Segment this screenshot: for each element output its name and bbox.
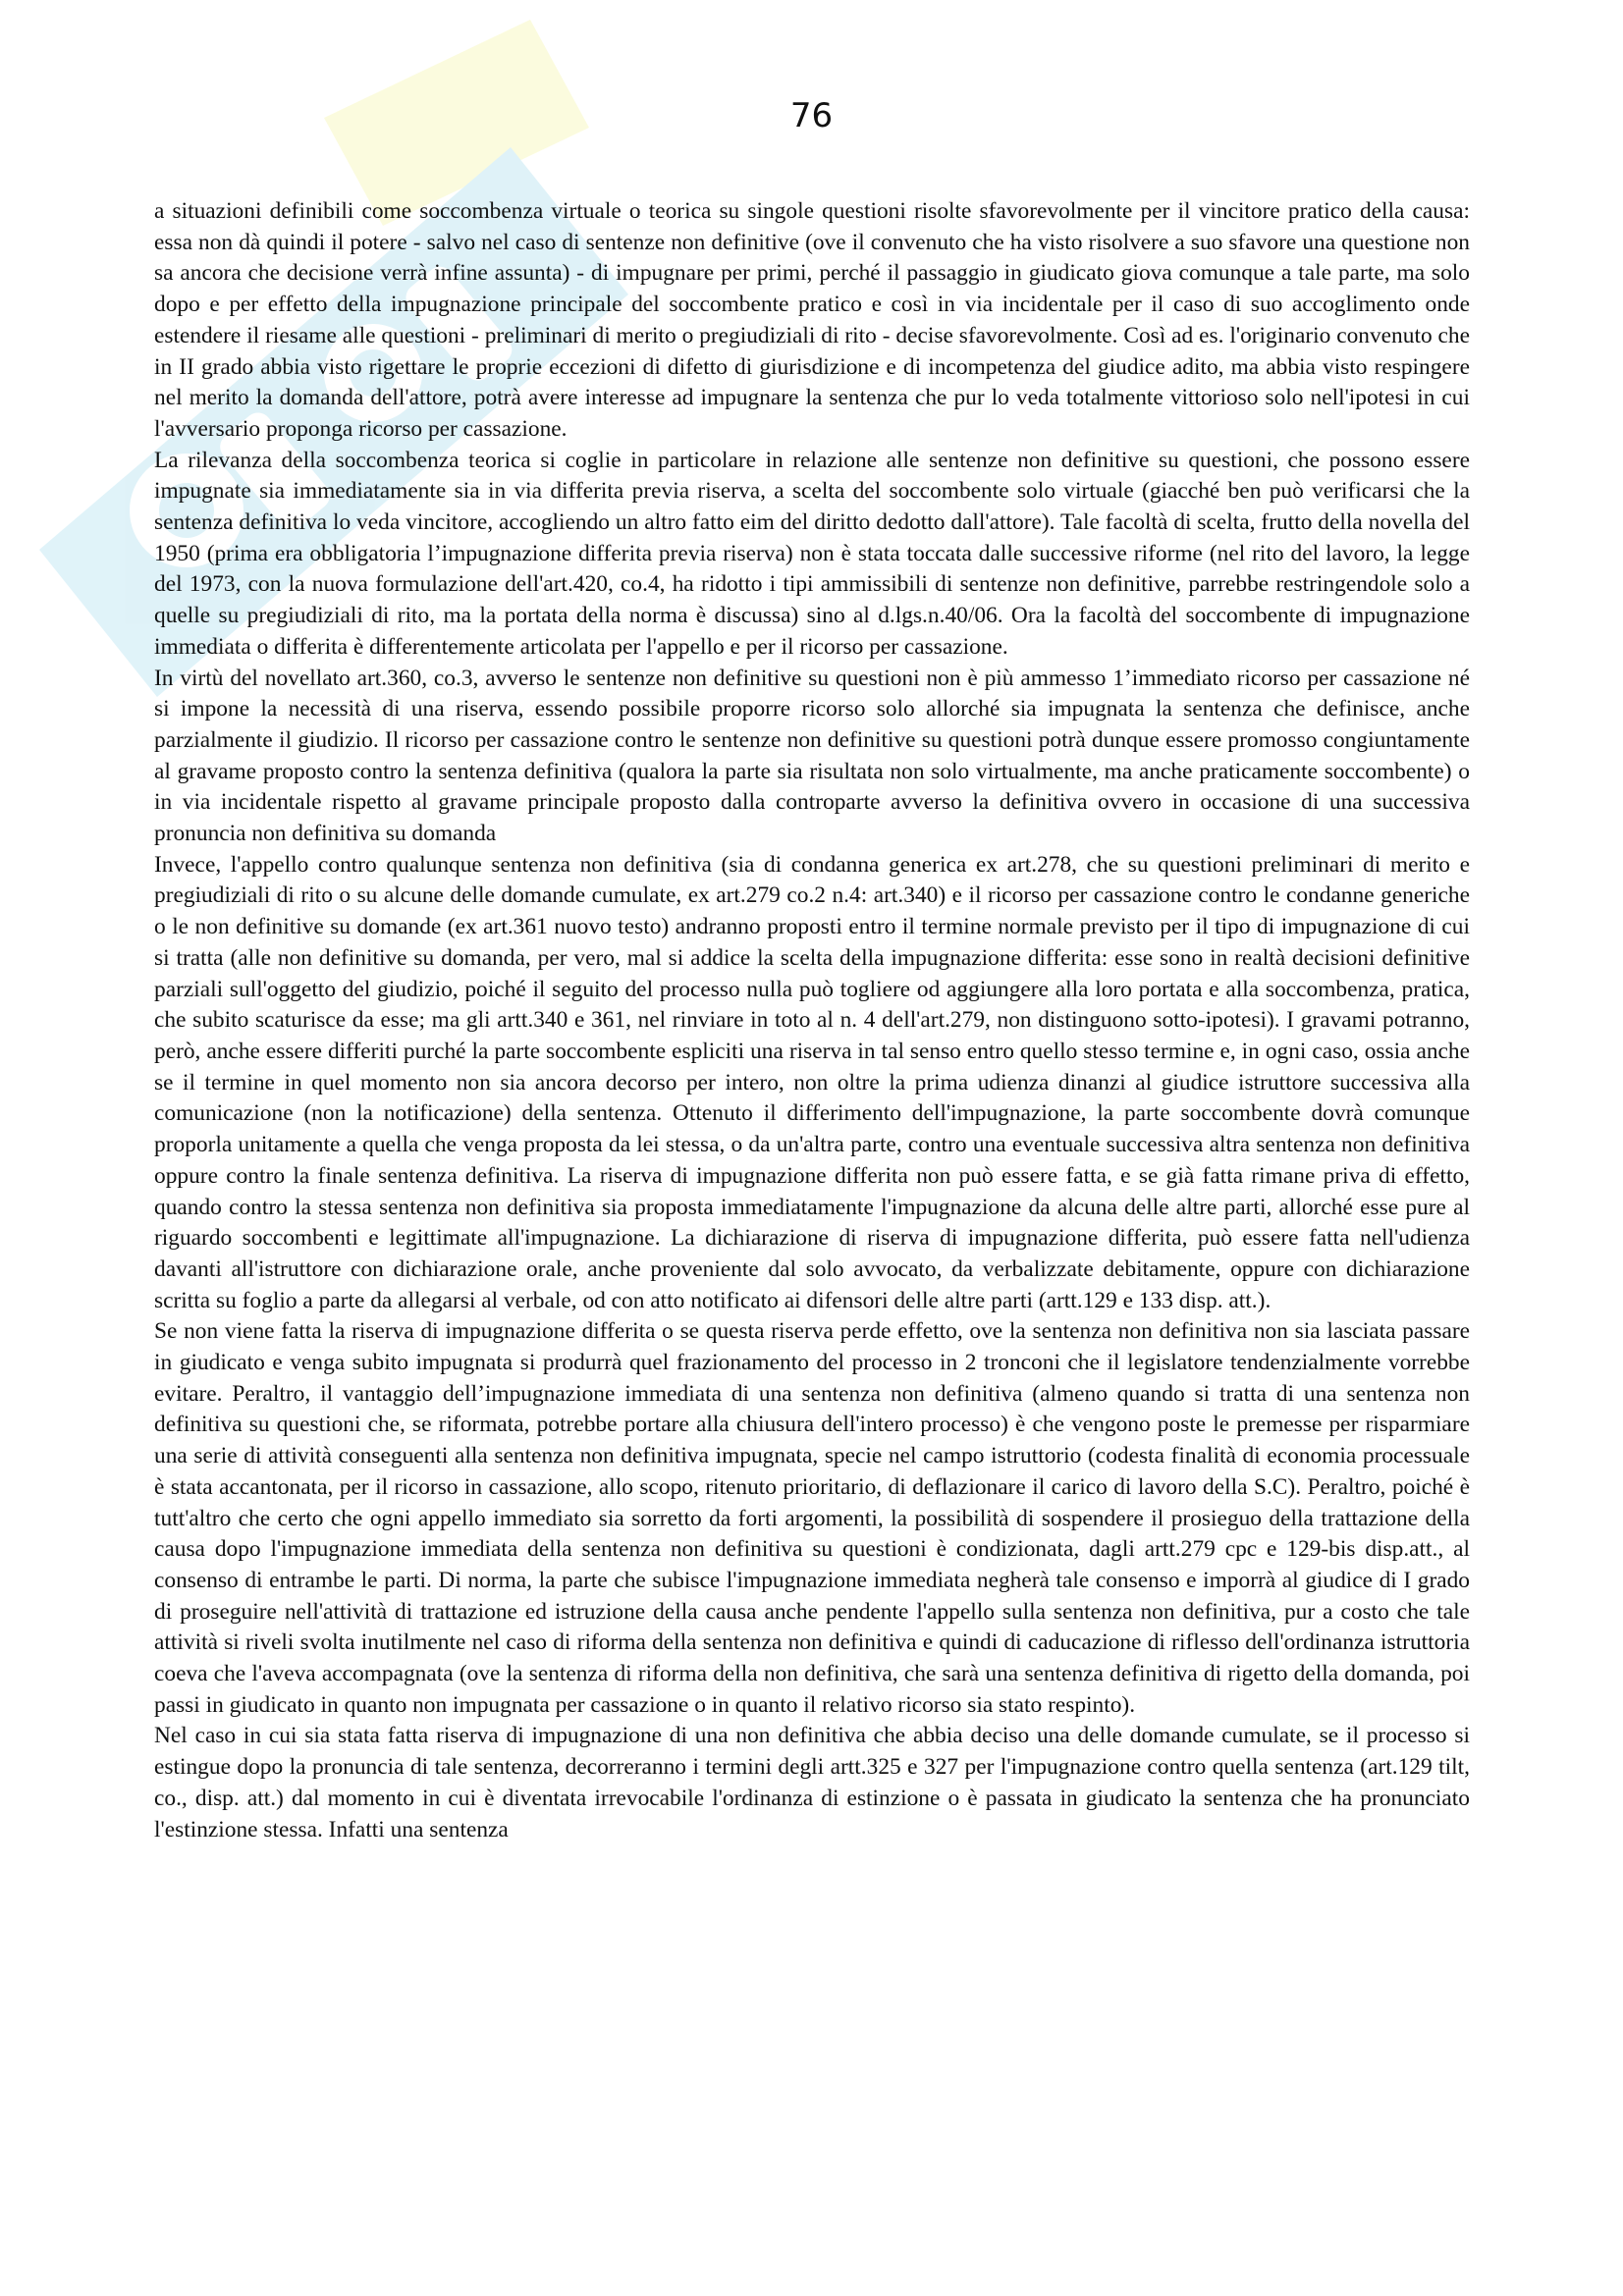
paragraph-2: La rilevanza della soccombenza teorica si coglie in particolare in relazione alle sentenze non definitive su questioni, che possono essere impugnate sia immediatamente sia in via differita previa riserva, a scelta del soccombente solo virtuale (giacché ben può verificarsi che la sentenza definitiva lo veda vincitore, accogliendo un altro fatto eim del diritto dedotto dall'attore). Tale facoltà di scelta, frutto della novella del 1950 (prima era obbligatoria l’impugnazione differita previa riserva) non è stata toccata dalle successive riforme (nel rito del lavoro, la legge del 1973, con la nuova formulazione dell'art.420, co.4, ha ridotto i tipi ammissibili di sentenze non definitive, parrebbe restringendole solo a quelle su pregiudiziali di rito, ma la portata della norma è discussa) sino al d.lgs.n.40/06. Ora la facoltà del soccombente di impugnazione immediata o differita è differentemente articolata per l'appello e per il ricorso per cassazione. — [154, 447, 1470, 660]
paragraph-5: Se non viene fatta la riserva di impugnazione differita o se questa riserva perde effetto, ove la sentenza non definitiva non sia lasciata passare in giudicato e venga subito impugnata si produrrà quel frazionamento del processo in 2 tronconi che il legislatore tendenzialmente vorrebbe evitare. Peraltro, il vantaggio dell’impugnazione immediata di una sentenza non definitiva (almeno quando si tratta di una sentenza non definitiva su questioni che, se riformata, potrebbe portare alla chiusura dell'intero processo) è che vengono poste le premesse per risparmiare una serie di attività conseguenti alla sentenza non definitiva impugnata, specie nel campo istruttorio (codesta finalità di economia processuale è stata accantonata, per il ricorso in cassazione, allo scopo, ritenuto prioritario, di deflazionare il carico di lavoro della S.C). Peraltro, poiché è tutt'altro che certo che ogni appello immediato sia sorretto da forti argomenti, la possibilità di sospendere il prosieguo della trattazione della causa dopo l'impugnazione immediata della sentenza non definitiva su questioni è condizionata, dagli artt.279 cpc e 129-bis disp.att., al consenso di entrambe le parti. Di norma, la parte che subisce l'impugnazione immediata negherà tale consenso e imporrà al giudice di I grado di proseguire nell'attività di trattazione ed istruzione della causa anche pendente l'appello sulla sentenza non definitiva, pur a costo che tale attività si riveli svolta inutilmente nel caso di riforma della sentenza non definitiva e quindi di caducazione di riflesso dell'ordinanza istruttoria coeva che l'aveva accompagnata (ove la sentenza di riforma della non definitiva, che sarà una sentenza definitiva di rigetto della domanda, poi passi in giudicato in quanto non impugnata per cassazione o in quanto il relativo ricorso sia stato respinto). — [154, 1318, 1470, 1718]
paragraph-3: In virtù del novellato art.360, co.3, avverso le sentenze non definitive su questioni non è più ammesso 1’immediato ricorso per cassazione né si impone la necessità di una riserva, essendo possibile proporre ricorso solo allorché sia impugnata la sentenza che definisce, anche parzialmente il giudizio. Il ricorso per cassazione contro le sentenze non definitive su questioni potrà dunque essere promosso congiuntamente al gravame proposto contro la sentenza definitiva (qualora la parte sia risultata non solo virtualmente, ma anche praticamente soccombente) o in via incidentale rispetto al gravame principale proposto dalla controparte avverso la definitiva ovvero in occasione di una successiva pronuncia non definitiva su domanda — [154, 665, 1470, 847]
paragraph-6: Nel caso in cui sia stata fatta riserva di impugnazione di una non definitiva che abbia deciso una delle domande cumulate, se il processo si estingue dopo la pronuncia di tale sentenza, decorreranno i termini degli artt.325 e 327 per l'impugnazione contro quella sentenza (art.129 tilt, co., disp. att.) dal momento in cui è diventata irrevocabile l'ordinanza di estinzione o è passata in giudicato la sentenza che ha pronunciato l'estinzione stessa. Infatti una sentenza — [154, 1723, 1470, 1842]
document-body — [154, 196, 1470, 2160]
paragraph-1: a situazioni definibili come soccombenza virtuale o teorica su singole questioni risolte sfavorevolmente per il vincitore pratico della causa: essa non dà quindi il potere - salvo nel caso di sentenze non definitive (ove il convenuto che ha visto risolvere a suo sfavore una questione non sa ancora che decisione verrà infine assunta) - di impugnare per primi, perché il passaggio in giudicato giova comunque a tale parte, ma solo dopo e per effetto della impugnazione principale del soccombente pratico e così in via incidentale per il caso di suo accoglimento onde estendere il riesame alle questioni - preliminari di merito o pregiudiziali di rito - decise sfavorevolmente. Così ad es. l'originario convenuto che in II grado abbia visto rigettare le proprie eccezioni di difetto di giurisdizione e di incompetenza del giudice adito, ma abbia visto respingere nel merito la domanda dell'attore, potrà avere interesse ad impugnare la sentenza che pur lo veda totalmente vittorioso solo nell'ipotesi in cui l'avversario proponga ricorso per cassazione. — [154, 198, 1470, 442]
page-number: 76 — [789, 96, 834, 135]
paragraph-4: Invece, l'appello contro qualunque sentenza non definitiva (sia di condanna generica ex art.278, che su questioni preliminari di merito e pregiudiziali di rito o su alcune delle domande cumulate, ex art.279 co.2 n.4: art.340) e il ricorso per cassazione contro le condanne generiche o le non definitive su domande (ex art.361 nuovo testo) andranno proposti entro il termine normale previsto per il tipo di impugnazione di cui si tratta (alle non definitive su domanda, per vero, mal si addice la scelta della impugnazione differita: esse sono in realtà decisioni definitive parziali sull'oggetto del giudizio, poiché il seguito del processo nulla può togliere od aggiungere alla loro portata e alla soccombenza, pratica, che subito scaturisce da esse; ma gli artt.340 e 361, nel rinviare in toto al n. 4 dell'art.279, non distinguono sotto-ipotesi). I gravami potranno, però, anche essere differiti purché la parte soccombente espliciti una riserva in tal senso entro quello stesso termine e, in ogni caso, ossia anche se il termine in quel momento non sia ancora decorso per intero, non oltre la prima udienza dinanzi al giudice istruttore successiva alla comunicazione (non la notificazione) della sentenza. Ottenuto il differimento dell'impugnazione, la parte soccombente dovrà comunque proporla unitamente a quella che venga proposta da lei stessa, o da un'altra parte, contro una eventuale successiva altra sentenza non definitiva oppure contro la finale sentenza definitiva. La riserva di impugnazione differita non può essere fatta, e se già fatta rimane priva di effetto, quando contro la stessa sentenza non definitiva sia proposta immediatamente l'impugnazione da alcuna delle altre parti, allorché esse pure al riguardo soccombenti e legittimate all'impugnazione. La dichiarazione di riserva di impugnazione differita, può essere fatta nell'udienza davanti all'istruttore con dichiarazione orale, anche proveniente dal solo avvocato, da verbalizzate debitamente, oppure con dichiarazione scritta su foglio a parte da allegarsi al verbale, od con atto notificato ai difensori delle altre parti (artt.129 e 133 disp. att.). — [154, 851, 1470, 1313]
